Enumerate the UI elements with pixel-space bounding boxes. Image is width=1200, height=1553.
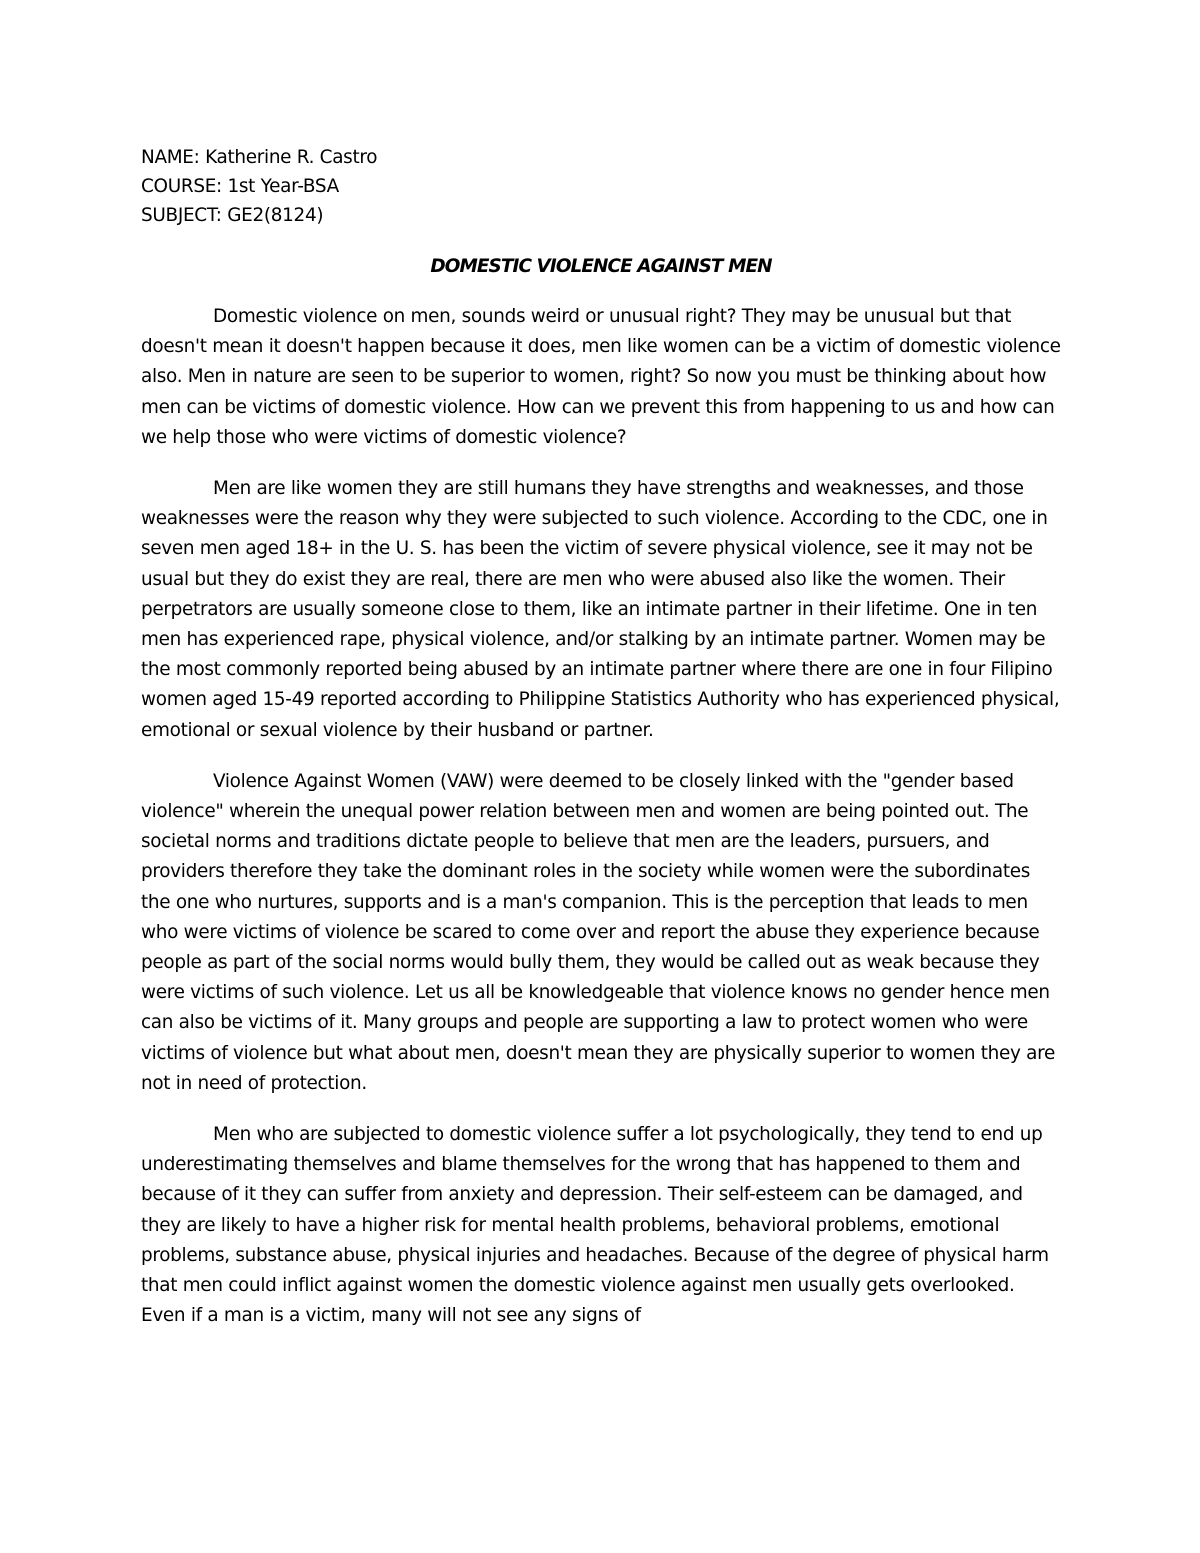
essay-body	[141, 302, 1063, 1353]
paragraph: Men who are subjected to domestic violence suffer a lot psychologically, they tend to end up underestimating themselves and blame themselves for the wrong that has happened to them and because of it they can suffer from anxiety and depression. Their self-esteem can be damaged, and they are likely to have a higher risk for mental health problems, behavioral problems, emotional problems, substance abuse, physical injuries and headaches. Because of the degree of physical harm that men could inflict against women the domestic violence against men usually gets overlooked. Even if a man is a victim, many will not see any signs of	[141, 1124, 1049, 1327]
paragraph: Violence Against Women (VAW) were deemed to be closely linked with the "gender based violence" wherein the unequal power relation between men and women are being pointed out. The societal norms and traditions dictate people to believe that men are the leaders, pursuers, and providers therefore they take the dominant roles in the society while women were the subordinates the one who nurtures, supports and is a man's companion. This is the perception that leads to men who were victims of violence be scared to come over and report the abuse they experience because people as part of the social norms would bully them, they would be called out as weak because they were victims of such violence. Let us all be knowledgeable that violence knows no gender hence men can also be victims of it. Many groups and people are supporting a law to protect women who were victims of violence but what about men, doesn't mean they are physically superior to women they are not in need of protection.	[141, 770, 1055, 1094]
course-line: COURSE: 1st Year-BSA	[141, 176, 339, 197]
paragraph: Domestic violence on men, sounds weird or unusual right? They may be unusual but that doesn't mean it doesn't happen because it does, men like women can be a victim of domestic violence also. Men in nature are seen to be superior to women, right? So now you must be thinking about how men can be victims of domestic violence. How can we prevent this from happening to us and how can we help those who were victims of domestic violence?	[141, 306, 1061, 448]
paragraph: Men are like women they are still humans they have strengths and weaknesses, and those weaknesses were the reason why they were subjected to such violence. According to the CDC, one in seven men aged 18+ in the U. S. has been the victim of severe physical violence, see it may not be usual but they do exist they are real, there are men who were abused also like the women. Their perpetrators are usually someone close to them, like an intimate partner in their lifetime. One in ten men has experienced rape, physical violence, and/or stalking by an intimate partner. Women may be the most commonly reported being abused by an intimate partner where there are one in four Filipino women aged 15-49 reported according to Philippine Statistics Authority who has experienced physical, emotional or sexual violence by their husband or partner.	[141, 478, 1060, 741]
essay-title: DOMESTIC VIOLENCE AGAINST MEN	[430, 256, 772, 277]
document-header	[141, 143, 1061, 230]
student-name: NAME: Katherine R. Castro	[141, 147, 378, 168]
subject-line: SUBJECT: GE2(8124)	[141, 205, 324, 226]
